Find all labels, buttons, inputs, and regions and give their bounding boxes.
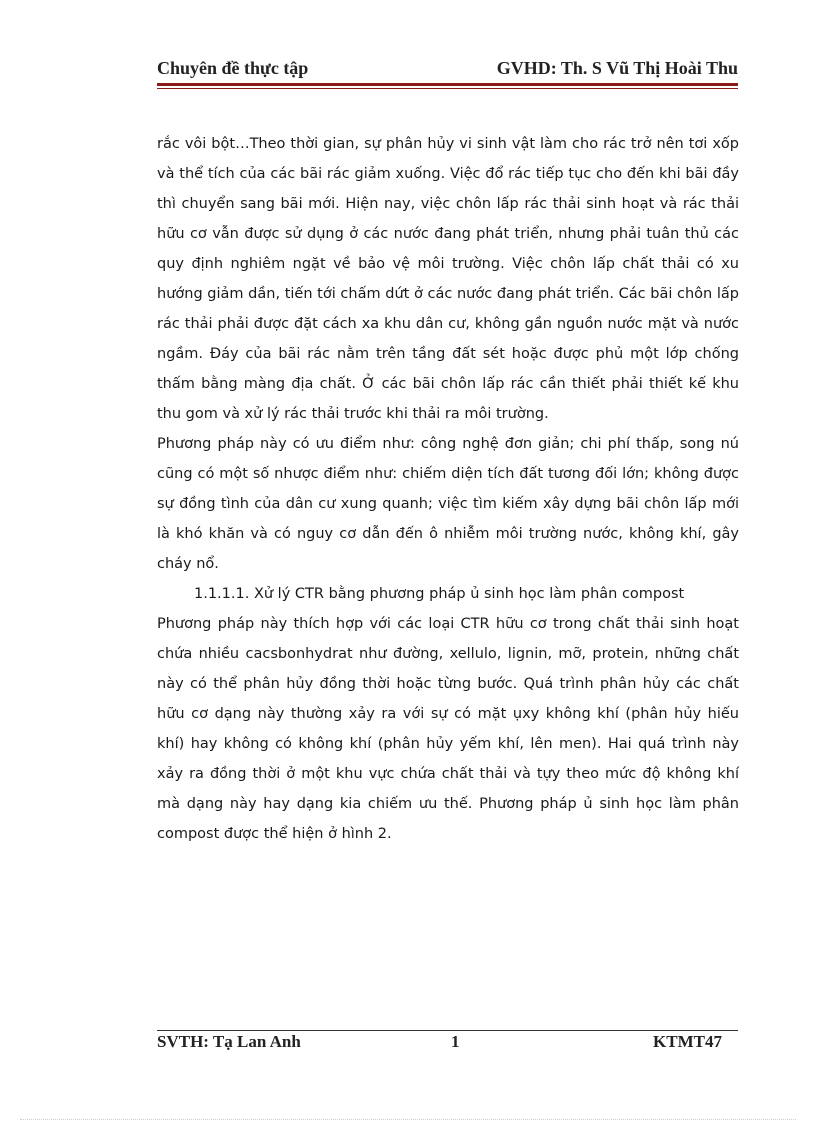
footer-class-code: KTMT47 [653, 1032, 722, 1051]
header-rule-thin [157, 88, 738, 89]
page-bottom-edge [20, 1119, 796, 1120]
paragraph-landfill: rắc vôi bột…Theo thời gian, sự phân hủy vi sinh vật làm cho rác trở nên tơi xốp và thể tích của các bãi rác giảm xuống. Việc đổ rác tiếp tục cho đến khi bãi đầy thì chuyển sang bãi mới. Hiện nay, việc chôn lấp rác thải sinh hoạt và rác thải hữu cơ vẫn được sử dụng ở các nước đang phát triển, nhưng phải tuân thủ các quy định nghiêm ngặt về bảo vệ môi trường. Việc chôn lấp chất thải có xu hướng giảm dần, tiến tới chấm dứt ở các nước đang phát triển. Các bãi chôn lấp rác thải phải được đặt cách xa khu dân cư, không gần nguồn nước mặt và nước ngầm. Đáy của bãi rác nằm trên tầng đất sét hoặc được phủ một lớp chống thấm bằng màng địa chất. Ở các bãi chôn lấp rác cần thiết phải thiết kế khu thu gom và xử lý rác thải trước khi thải ra môi trường. [157, 136, 739, 422]
footer-rule [157, 1030, 738, 1031]
paragraph-advantages: Phương pháp này có ưu điểm như: công nghệ đơn giản; chi phí thấp, song nú cũng có một số nhược điểm như: chiếm diện tích đất tương đối lớn; không được sự đồng tình của dân cư xung quanh; việc tìm kiếm xây dựng bãi chôn lấp mới là khó khăn và có nguy cơ dẫn đến ô nhiễm môi trường nước, không khí, gây cháy nổ. [157, 436, 739, 572]
paragraph-compost: Phương pháp này thích hợp với các loại CTR hữu cơ trong chất thải sinh hoạt chứa nhiều cacsbonhydrat như đường, xellulo, lignin, mỡ, protein, những chất này có thể phân hủy đồng thời hoặc từng bước. Quá trình phân hủy các chất hữu cơ dạng này thường xảy ra với sự có mặt ụxy không khí (phân hủy hiếu khí) hay không có không khí (phân hủy yếm khí, lên men). Hai quá trình này xảy ra đồng thời ở một khu vực chứa chất thải và tựy theo mức độ không khí mà dạng này hay dạng kia chiếm ưu thế. Phương pháp ủ sinh học làm phân compost được thể hiện ở hình 2. [157, 616, 739, 842]
header-advisor: GVHD: Th. S Vũ Thị Hoài Thu [496, 58, 738, 78]
section-heading-compost: 1.1.1.1. Xử lý CTR bằng phương pháp ủ sinh học làm phân compost [194, 586, 685, 602]
header-course-title: Chuyên đề thực tập [157, 58, 309, 78]
header-rule-thick [157, 83, 738, 86]
page-header [157, 56, 738, 86]
page-number: 1 [451, 1032, 460, 1051]
page-footer [157, 1030, 738, 1056]
footer-student: SVTH: Tạ Lan Anh [157, 1032, 301, 1051]
document-body [157, 129, 739, 849]
